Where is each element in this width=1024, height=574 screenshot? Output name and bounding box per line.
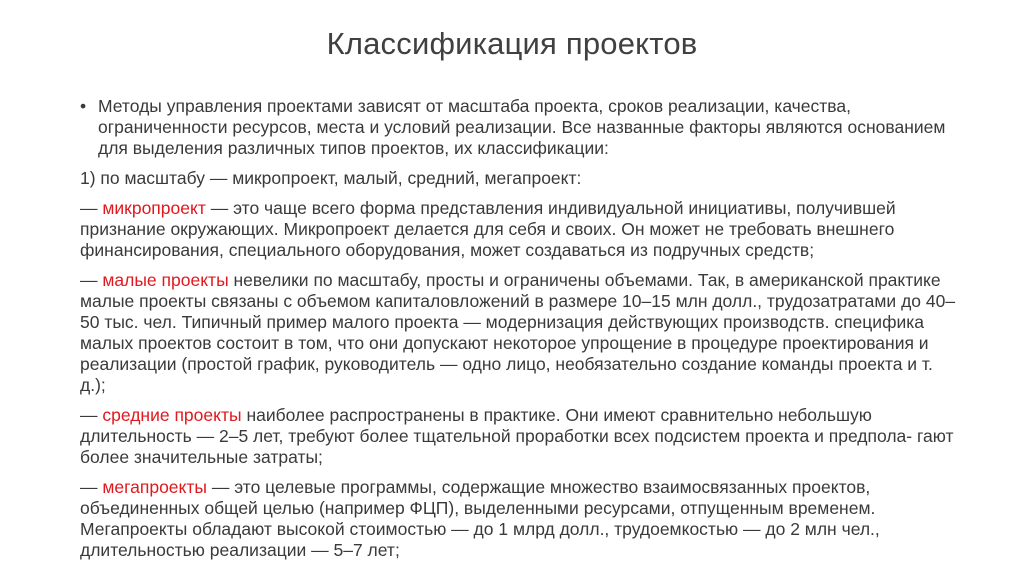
- item-text: — это чаще всего форма представления индивидуальной инициативы, получившей признание окружающих. Микропроект делается для себя и своих. Он может не требовать внешнего финансирования, специального оборудования, может создаваться из подручных средств;: [80, 198, 896, 260]
- slide-body: [80, 96, 960, 570]
- item-dash: —: [80, 405, 103, 425]
- item-microproject: [80, 198, 960, 261]
- item-term: мегапроекты: [102, 477, 207, 497]
- item-dash: —: [80, 477, 103, 497]
- scale-heading: 1) по масштабу — микропроект, малый, средний, мегапроект:: [80, 168, 582, 188]
- item-text: невелики по масштабу, просты и ограничены объемами. Так, в американской практике малые проекты связаны с объемом капиталовложений в размере 10–15 млн долл., трудозатратами до 40–50 тыс. чел. Типичный пример малого проекта — модернизация действующих производств. специфика малых проектов состоит в том, что они допускают некоторое упрощение в процедуре проектирования и реализации (простой график, руководитель — одно лицо, необязательно создание команды проекта и т. д.);: [80, 270, 956, 395]
- item-medium-projects: [80, 405, 960, 468]
- slide-title: Классификация проектов: [326, 26, 698, 61]
- item-dash: —: [80, 270, 103, 290]
- intro-text: Методы управления проектами зависят от масштаба проекта, сроков реализации, качества, ограниченности ресурсов, места и условий реализации. Все названные факторы являются основанием для выделения различных типов проектов, их классификации:: [98, 96, 946, 158]
- item-term: малые проекты: [102, 270, 229, 290]
- item-text: — это целевые программы, содержащие множество взаимосвязанных проектов, объединенных общей целью (например ФЦП), выделенными ресурсами, отпущенным временем. Мегапроекты обладают высокой стоимостью — до 1 млрд долл., трудоемкостью — до 2 млн чел., длительностью реализации — 5–7 лет;: [80, 477, 880, 560]
- intro-paragraph: [80, 96, 960, 159]
- item-term: микропроект: [102, 198, 206, 218]
- item-text: наиболее распространены в практике. Они имеют сравнительно небольшую длительность — 2–5 лет, требуют более тщательной проработки всех подсистем проекта и предпола- гают более значительные затраты;: [80, 405, 954, 467]
- item-small-projects: [80, 270, 960, 396]
- item-dash: —: [80, 198, 103, 218]
- bullet-icon: •: [80, 96, 87, 116]
- item-megaprojects: [80, 477, 960, 561]
- item-term: средние проекты: [102, 405, 242, 425]
